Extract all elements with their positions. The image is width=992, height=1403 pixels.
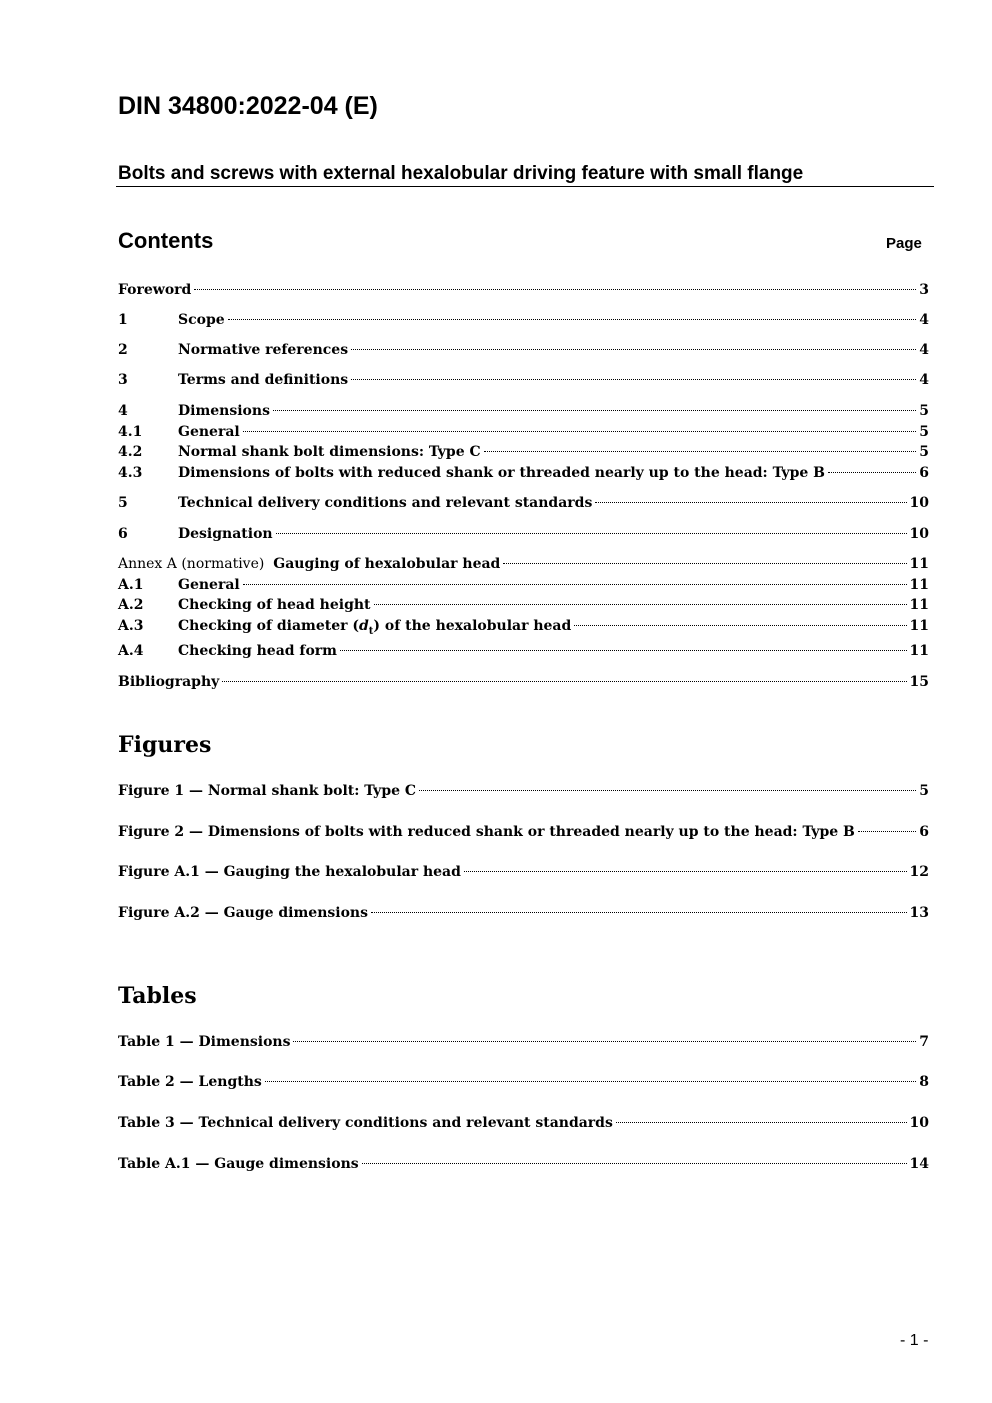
toc-entry-title: Checking of head height xyxy=(178,597,371,613)
table-entry-page: 10 xyxy=(909,1115,929,1131)
toc-entry-scope[interactable] xyxy=(118,310,929,330)
dot-leader xyxy=(276,533,907,534)
dot-leader xyxy=(340,650,907,651)
toc-entry-page: 5 xyxy=(919,444,929,460)
toc-entry-title: Checking of diameter $(d_t)$ of the hexalobular head xyxy=(178,618,572,637)
toc-entry-page: 11 xyxy=(909,577,929,593)
table-entry-title: Table 3 — Technical delivery conditions and relevant standards xyxy=(118,1115,613,1131)
dot-leader xyxy=(616,1122,907,1123)
toc-entry-title: Designation xyxy=(178,526,273,542)
toc-entry-page: 3 xyxy=(919,282,929,298)
dot-leader xyxy=(464,871,907,872)
dot-leader xyxy=(858,831,916,832)
toc-entry-a2[interactable] xyxy=(118,595,929,615)
toc-entry-number: 4.3 xyxy=(118,465,143,481)
figure-entry-title: Figure 2 — Dimensions of bolts with reduced shank or threaded nearly up to the head: Type B xyxy=(118,824,855,840)
dot-leader xyxy=(265,1081,916,1082)
toc-entry-page: 11 xyxy=(909,556,929,572)
toc-entry-title: Checking head form xyxy=(178,643,337,659)
toc-entry-general[interactable] xyxy=(118,422,929,442)
toc-entry-terms-definitions[interactable] xyxy=(118,370,929,390)
dot-leader xyxy=(484,451,917,452)
toc-entry-number: A.4 xyxy=(118,643,144,659)
toc-entry-designation[interactable] xyxy=(118,524,929,544)
table-entry-page: 8 xyxy=(919,1074,929,1090)
toc-entry-page: 6 xyxy=(919,465,929,481)
toc-entry-page: 5 xyxy=(919,403,929,419)
toc-entry-number: 1 xyxy=(118,312,128,328)
toc-entry-page: 4 xyxy=(919,372,929,388)
annex-label: Annex A xyxy=(118,556,177,572)
toc-entry-a1[interactable] xyxy=(118,575,929,595)
toc-entry-page: 4 xyxy=(919,312,929,328)
toc-entry-page: 10 xyxy=(909,495,929,511)
dot-leader xyxy=(228,319,917,320)
annex-title: Gauging of hexalobular head xyxy=(273,556,501,572)
title-rule xyxy=(116,186,934,187)
dot-leader xyxy=(273,410,916,411)
document-title: Bolts and screws with external hexalobular driving feature with small flange xyxy=(118,163,804,184)
toc-entry-number: 4.1 xyxy=(118,424,143,440)
dot-leader xyxy=(371,912,907,913)
toc-entry-page: 15 xyxy=(909,674,929,690)
toc-entry-a4[interactable] xyxy=(118,641,929,661)
figure-entry-page: 5 xyxy=(919,783,929,799)
toc-entry-number: 5 xyxy=(118,495,128,511)
toc-entry-annex-a[interactable] xyxy=(118,554,929,574)
table-entry[interactable] xyxy=(118,1032,929,1052)
toc-entry-title: General xyxy=(178,424,240,440)
figure-entry-page: 13 xyxy=(909,905,929,921)
toc-entry-page: 10 xyxy=(909,526,929,542)
dot-leader xyxy=(194,289,916,290)
figure-entry-page: 12 xyxy=(909,864,929,880)
dot-leader xyxy=(374,604,907,605)
table-entry[interactable] xyxy=(118,1113,929,1133)
dot-leader xyxy=(362,1163,907,1164)
tables-heading: Tables xyxy=(118,983,197,1009)
document-id: DIN 34800:2022-04 (E) xyxy=(118,92,378,120)
toc-entry-number: A.3 xyxy=(118,618,144,634)
contents-heading: Contents xyxy=(118,228,214,253)
toc-entry-number: 4.2 xyxy=(118,444,143,460)
table-entry-title: Table 1 — Dimensions xyxy=(118,1034,291,1050)
toc-entry-title: Terms and definitions xyxy=(178,372,349,388)
toc-entry-dimensions[interactable] xyxy=(118,401,929,421)
figure-entry-title: Figure A.2 — Gauge dimensions xyxy=(118,905,368,921)
toc-entry-title xyxy=(118,554,500,574)
dot-leader xyxy=(574,625,906,626)
toc-entry-number: 4 xyxy=(118,403,128,419)
toc-entry-title: Bibliography xyxy=(118,674,220,690)
toc-entry-title: Dimensions xyxy=(178,403,270,419)
dot-leader xyxy=(595,502,906,503)
toc-entry-a3[interactable] xyxy=(118,616,929,636)
table-entry-page: 7 xyxy=(919,1034,929,1050)
dot-leader xyxy=(503,563,906,564)
table-entry[interactable] xyxy=(118,1154,929,1174)
figure-entry-title: Figure A.1 — Gauging the hexalobular head xyxy=(118,864,461,880)
table-entry-page: 14 xyxy=(909,1156,929,1172)
dot-leader xyxy=(351,349,916,350)
toc-entry-normative-references[interactable] xyxy=(118,340,929,360)
table-entry-title: Table A.1 — Gauge dimensions xyxy=(118,1156,359,1172)
toc-entry-title: Foreword xyxy=(118,282,192,298)
table-entry[interactable] xyxy=(118,1072,929,1092)
toc-entry-foreword[interactable] xyxy=(118,280,929,300)
figure-entry[interactable] xyxy=(118,822,929,842)
toc-entry-number: 2 xyxy=(118,342,128,358)
dot-leader xyxy=(828,472,916,473)
toc-entry-page: 4 xyxy=(919,342,929,358)
toc-entry-title: Technical delivery conditions and relevant standards xyxy=(178,495,593,511)
toc-entry-title: Dimensions of bolts with reduced shank or threaded nearly up to the head: Type B xyxy=(178,465,826,481)
dot-leader xyxy=(243,431,917,432)
toc-entry-page: 11 xyxy=(909,597,929,613)
toc-entry-page: 11 xyxy=(909,643,929,659)
diameter-subscript: t xyxy=(368,625,374,637)
dot-leader xyxy=(293,1041,916,1042)
diameter-symbol: d xyxy=(359,618,369,634)
toc-entry-title: General xyxy=(178,577,240,593)
toc-entry-bibliography[interactable] xyxy=(118,672,929,692)
annex-status: (normative) xyxy=(181,556,265,572)
toc-entry-page: 11 xyxy=(909,618,929,634)
table-entry-title: Table 2 — Lengths xyxy=(118,1074,262,1090)
dot-leader xyxy=(243,584,907,585)
dot-leader xyxy=(222,681,906,682)
toc-entry-technical-delivery[interactable] xyxy=(118,493,929,513)
dot-leader xyxy=(351,379,916,380)
toc-entry-title: Normative references xyxy=(178,342,349,358)
toc-entry-number: A.2 xyxy=(118,597,144,613)
page-column-label: Page xyxy=(886,235,922,252)
toc-entry-type-b[interactable] xyxy=(118,463,929,483)
figure-entry-page: 6 xyxy=(919,824,929,840)
toc-entry-type-c[interactable] xyxy=(118,442,929,462)
toc-entry-title: Normal shank bolt dimensions: Type C xyxy=(178,444,481,460)
toc-entry-number: A.1 xyxy=(118,577,144,593)
figure-entry[interactable] xyxy=(118,862,929,882)
figures-heading: Figures xyxy=(118,732,212,758)
page-number: - 1 - xyxy=(900,1332,929,1349)
toc-entry-page: 5 xyxy=(919,424,929,440)
toc-entry-title: Scope xyxy=(178,312,225,328)
toc-entry-number: 6 xyxy=(118,526,128,542)
dot-leader xyxy=(419,790,916,791)
figure-entry[interactable] xyxy=(118,903,929,923)
figure-entry-title: Figure 1 — Normal shank bolt: Type C xyxy=(118,783,417,799)
figure-entry[interactable] xyxy=(118,781,929,801)
toc-entry-number: 3 xyxy=(118,372,128,388)
